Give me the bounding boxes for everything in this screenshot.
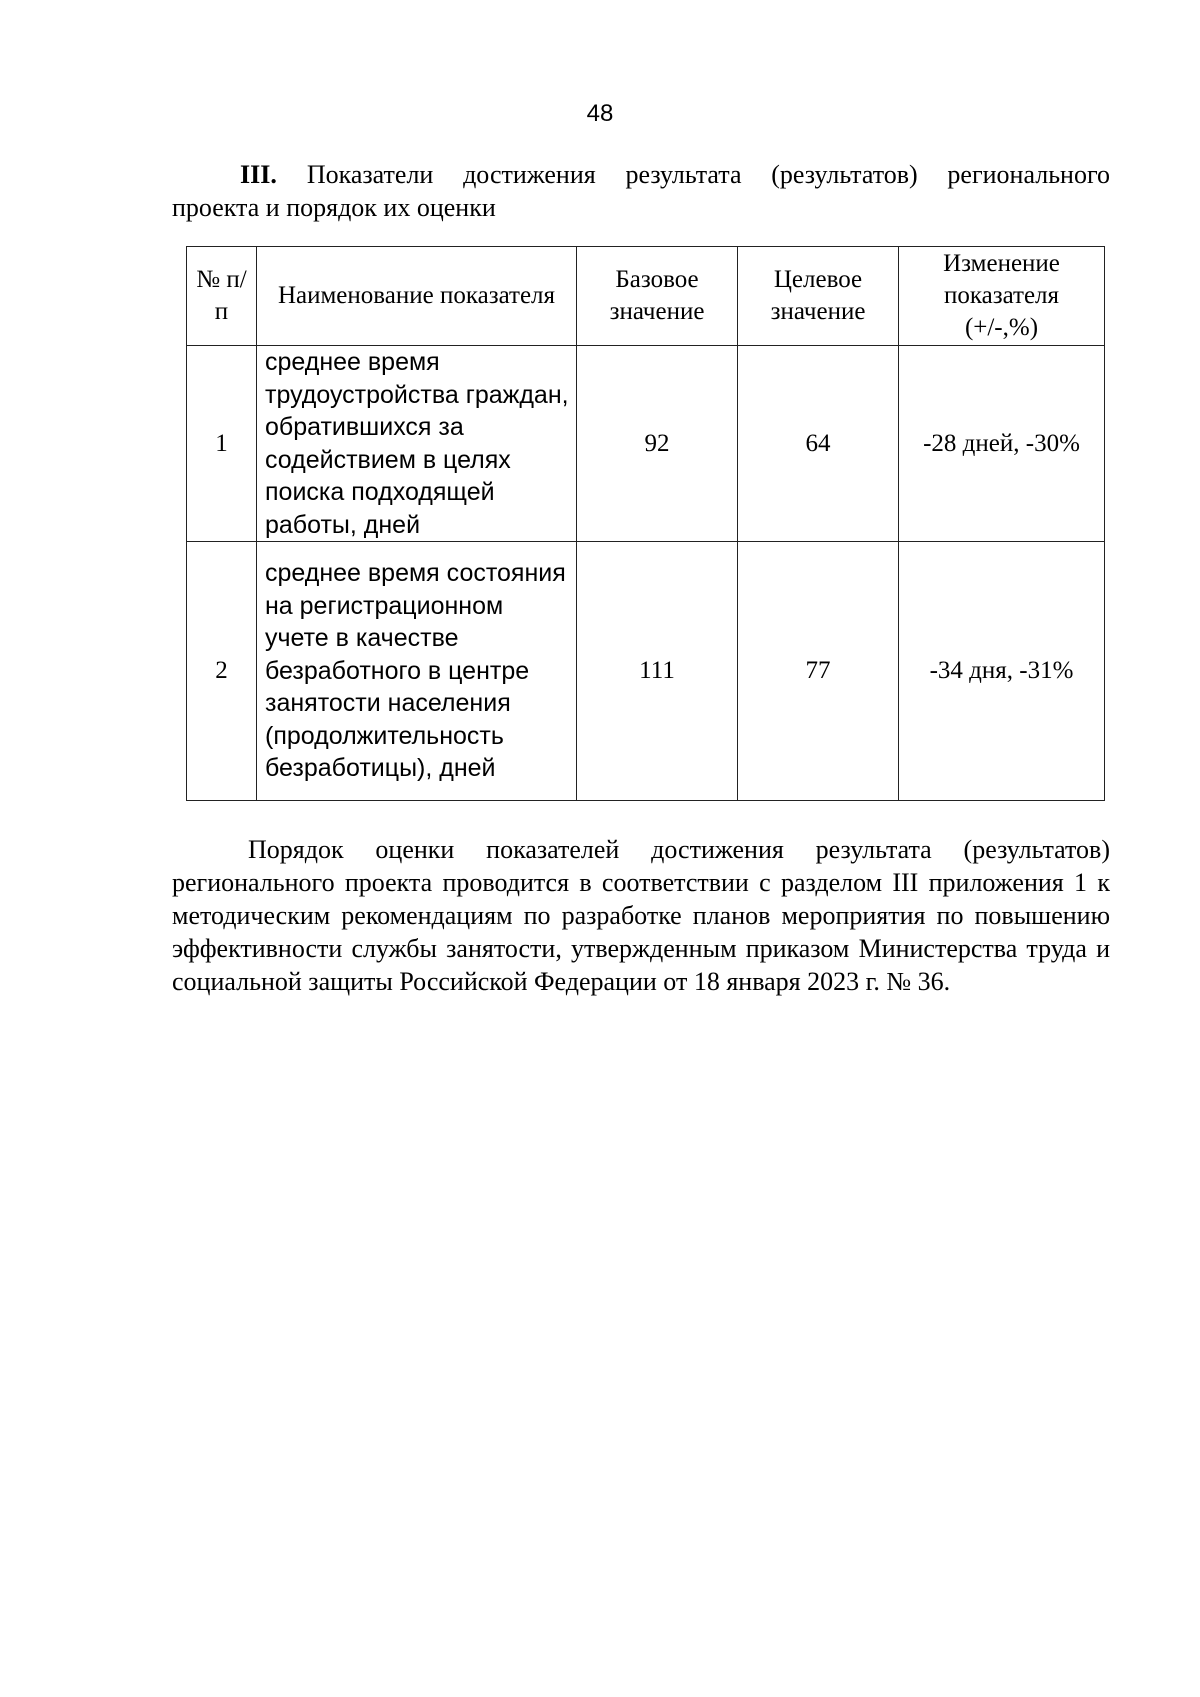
section-numeral: III.	[240, 160, 277, 189]
section-heading	[172, 158, 1110, 224]
row-num: 2	[187, 542, 257, 801]
row-base: 111	[577, 542, 738, 801]
page-number: 48	[586, 100, 614, 127]
row-name: среднее время трудоустройства граждан, обратившихся за содействием в целях поиска подходящей работы, дней	[257, 346, 577, 542]
section-title: Показатели достижения результата (результатов) регионального проекта и порядок их оценки	[172, 160, 1110, 222]
body-paragraph: Порядок оценки показателей достижения результата (результатов) регионального проекта проводится в соответствии с разделом III приложения 1 к методическим рекомендациям по разработке планов мероприятия по повышению эффективности службы занятости, утвержденным приказом Министерства труда и социальной защиты Российской Федерации от 18 января 2023 г. № 36.	[172, 835, 1110, 996]
row-name: среднее время состояния на регистрационном учете в качестве безработного в центре занятости населения (продолжительность безработицы), дней	[257, 542, 577, 801]
indicators-table	[186, 246, 1105, 801]
row-change: -34 дня, -31%	[899, 542, 1105, 801]
row-target: 64	[738, 346, 899, 542]
row-num: 1	[187, 346, 257, 542]
row-base: 92	[577, 346, 738, 542]
table-row	[187, 542, 1105, 801]
header-name: Наименование показателя	[257, 247, 577, 346]
table-row	[187, 346, 1105, 542]
header-num: № п/п	[187, 247, 257, 346]
header-target: Целевое значение	[738, 247, 899, 346]
header-base: Базовое значение	[577, 247, 738, 346]
header-change: Изменение показателя (+/-,%)	[899, 247, 1105, 346]
row-change: -28 дней, -30%	[899, 346, 1105, 542]
table-header-row	[187, 247, 1105, 346]
row-target: 77	[738, 542, 899, 801]
